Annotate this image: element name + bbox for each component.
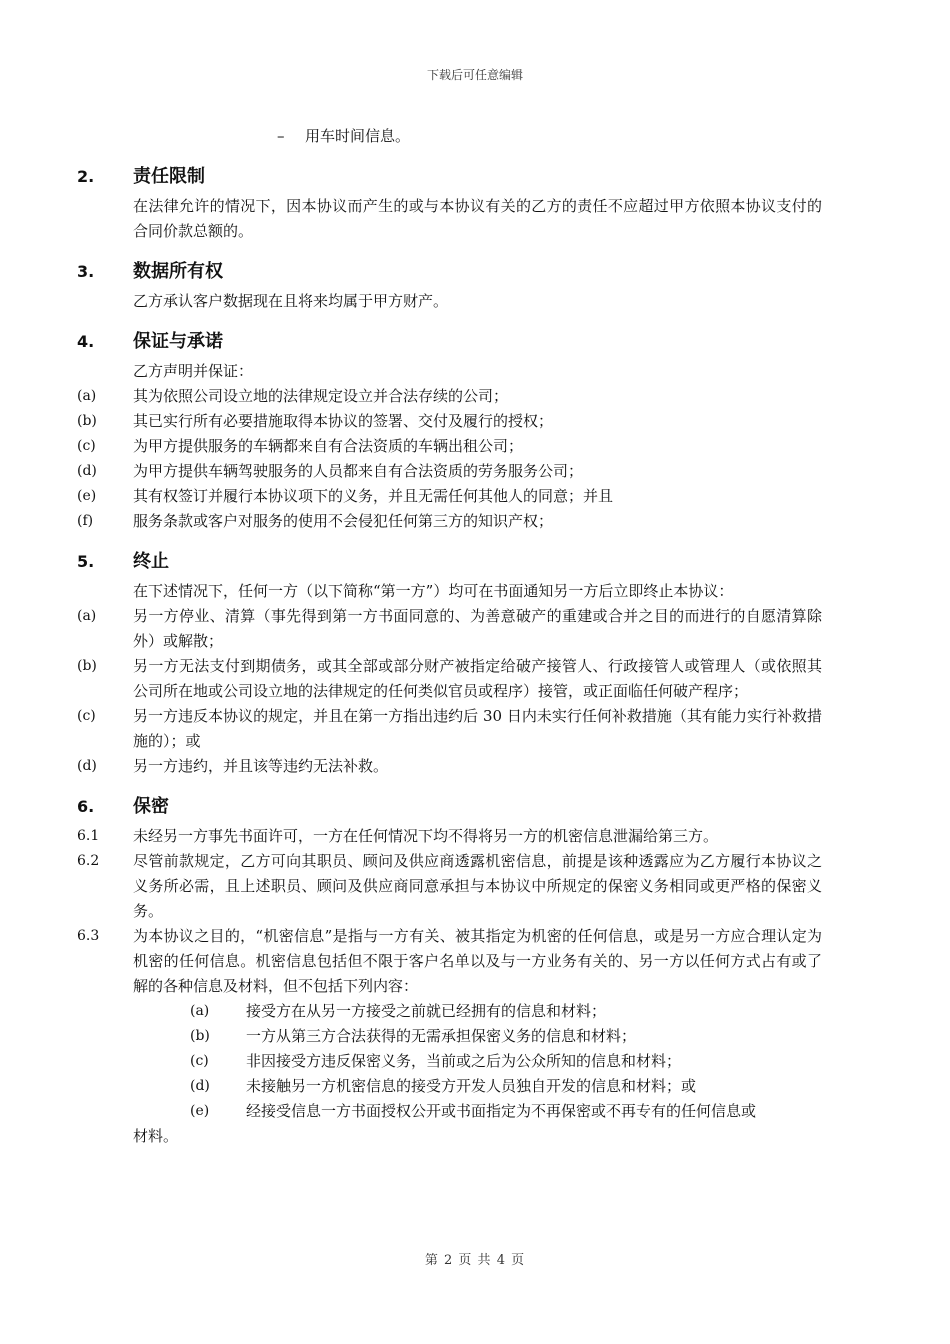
- section-heading: [77, 546, 822, 576]
- item-text: 服务条款或客户对服务的使用不会侵犯任何第三方的知识产权；: [133, 512, 554, 530]
- item-label: (b): [77, 413, 97, 429]
- item-label: (a): [190, 1003, 210, 1019]
- sub-list-item: [77, 1074, 822, 1099]
- list-item: [77, 704, 822, 754]
- list-item: [77, 754, 822, 779]
- page-header: 下载后可任意编辑: [426, 68, 523, 82]
- section-title: 责任限制: [133, 165, 205, 187]
- item-text: 其为依照公司设立地的法律规定设立并合法存续的公司；: [133, 387, 509, 405]
- list-item: [77, 434, 822, 459]
- list-item: [77, 459, 822, 484]
- item-label: (d): [190, 1078, 210, 1094]
- list-item-text: 用车时间信息。: [305, 127, 411, 145]
- item-text: 非因接受方违反保密义务，当前或之后为公众所知的信息和材料；: [246, 1052, 682, 1070]
- item-label: (e): [190, 1103, 210, 1119]
- item-text: 其有权签订并履行本协议项下的义务，并且无需任何其他人的同意；并且: [133, 487, 614, 505]
- clause-item: [77, 924, 822, 999]
- list-item: [77, 654, 822, 704]
- section-title: 保密: [133, 795, 169, 817]
- list-item: [77, 384, 822, 409]
- section-title: 终止: [133, 550, 169, 572]
- page-footer: 第 2 页 共 4 页: [424, 1253, 526, 1268]
- item-text: 经接受信息一方书面授权公开或书面指定为不再保密或不再专有的任何信息或: [246, 1102, 757, 1120]
- section-heading: [77, 161, 822, 191]
- item-text: 为甲方提供车辆驾驶服务的人员都来自有合法资质的劳务服务公司；: [133, 462, 584, 480]
- item-label: (e): [77, 488, 97, 504]
- item-text: 另一方无法支付到期债务，或其全部或部分财产被指定给破产接管人、行政接管人或管理人（或依照其公司所在地或公司设立地的法律规定的任何类似官员或程序）接管，或正面临任何破产程序；: [133, 657, 822, 700]
- clause-number: 6.3: [77, 928, 100, 944]
- item-text: 为甲方提供服务的车辆都来自有合法资质的车辆出租公司；: [133, 437, 524, 455]
- list-item: [77, 604, 822, 654]
- dash-bullet: –: [277, 127, 285, 145]
- section-heading: [77, 791, 822, 821]
- sub-list-item: [77, 1024, 822, 1049]
- clause-number: 6.2: [77, 853, 100, 869]
- section-number: 5.: [77, 551, 95, 571]
- item-label: (c): [77, 708, 96, 724]
- section-intro: 乙方声明并保证：: [133, 362, 254, 380]
- document-body: [77, 124, 822, 1149]
- clause-item: [77, 824, 822, 849]
- item-label: (c): [190, 1053, 209, 1069]
- continuation-text: 材料。: [133, 1127, 179, 1145]
- item-label: (f): [77, 513, 94, 529]
- section-intro: 在下述情况下，任何一方（以下简称“第一方”）均可在书面通知另一方后立即终止本协议：: [133, 582, 734, 600]
- section-paragraph: 乙方承认客户数据现在且将来均属于甲方财产。: [133, 292, 449, 310]
- clause-item: [77, 849, 822, 924]
- list-item: [77, 509, 822, 534]
- list-item: [77, 484, 822, 509]
- sub-list-item: [77, 999, 822, 1024]
- item-text: 另一方停业、清算（事先得到第一方书面同意的、为善意破产的重建或合并之目的而进行的自愿清算除外）或解散；: [133, 607, 822, 650]
- item-text: 未接触另一方机密信息的接受方开发人员独自开发的信息和材料；或: [246, 1077, 697, 1095]
- sub-list-item: [77, 1049, 822, 1074]
- item-text: 一方从第三方合法获得的无需承担保密义务的信息和材料；: [246, 1027, 637, 1045]
- item-label: (d): [77, 463, 97, 479]
- section-title: 保证与承诺: [133, 330, 223, 352]
- clause-text: 未经另一方事先书面许可，一方在任何情况下均不得将另一方的机密信息泄漏给第三方。: [133, 827, 719, 845]
- item-text: 另一方违反本协议的规定，并且在第一方指出违约后 30 日内未实行任何补救措施（其有能力实行补救措施的）；或: [133, 707, 822, 750]
- item-label: (c): [77, 438, 96, 454]
- section-title: 数据所有权: [133, 260, 223, 282]
- item-label: (a): [77, 388, 97, 404]
- item-text: 接受方在从另一方接受之前就已经拥有的信息和材料；: [246, 1002, 607, 1020]
- item-text: 其已实行所有必要措施取得本协议的签署、交付及履行的授权；: [133, 412, 554, 430]
- list-item: [77, 124, 822, 149]
- item-text: 另一方违约，并且该等违约无法补救。: [133, 757, 389, 775]
- clause-number: 6.1: [77, 828, 100, 844]
- item-label: (a): [77, 608, 97, 624]
- item-label: (b): [77, 658, 97, 674]
- clause-text: 为本协议之目的，“机密信息”是指与一方有关、被其指定为机密的任何信息，或是另一方应合理认定为机密的任何信息。机密信息包括但不限于客户名单以及与一方业务有关的、另一方以任何方式占有或了解的各种信息及材料，但不包括下列内容：: [133, 927, 822, 995]
- item-label: (b): [190, 1028, 210, 1044]
- section-number: 3.: [77, 261, 95, 281]
- clause-text: 尽管前款规定，乙方可向其职员、顾问及供应商透露机密信息，前提是该种透露应为乙方履行本协议之义务所必需，且上述职员、顾问及供应商同意承担与本协议中所规定的保密义务相同或更严格的保密义务。: [133, 852, 822, 920]
- section-number: 2.: [77, 166, 95, 186]
- section-number: 4.: [77, 331, 95, 351]
- section-heading: [77, 256, 822, 286]
- list-item: [77, 409, 822, 434]
- section-heading: [77, 326, 822, 356]
- section-paragraph: 在法律允许的情况下，因本协议而产生的或与本协议有关的乙方的责任不应超过甲方依照本协议支付的合同价款总额的。: [133, 197, 822, 240]
- section-number: 6.: [77, 796, 95, 816]
- sub-list-item: [77, 1099, 822, 1124]
- item-label: (d): [77, 758, 97, 774]
